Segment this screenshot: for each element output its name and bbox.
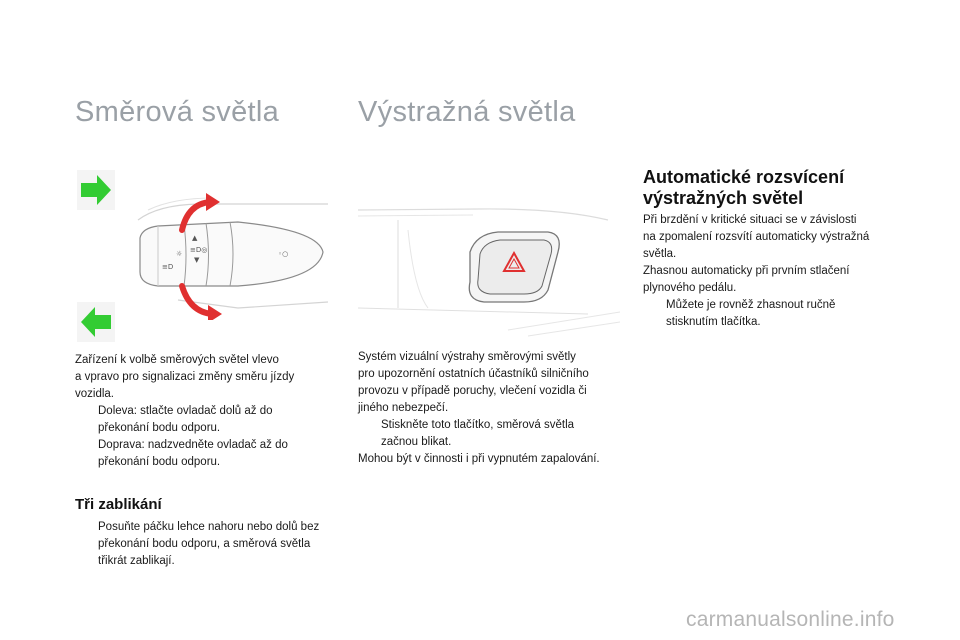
green-left-arrow-icon [77,302,115,342]
intro-line: vozidla. [75,388,114,400]
svg-text:≡D◎: ≡D◎ [190,246,208,254]
hazard-lights-description [358,349,633,468]
bullet-left: Doleva: stlačte ovladač dolů až do překonání bodu odporu. [98,405,273,434]
turn-signal-stalk-illustration [118,190,338,320]
svg-text:▼: ▼ [194,256,200,264]
svg-text:▲: ▲ [192,234,198,242]
bullet-manual-off: Můžete je rovněž zhasnout ručně stisknutím tlačítka. [666,299,836,328]
bullet-three-flash: Posuňte páčku lehce nahoru nebo dolů bez překonání bodu odporu, a směrová světla třikrát zablikají. [98,521,320,567]
svg-text:≡D: ≡D [162,263,174,271]
intro-line: Systém vizuální výstrahy směrovými světly [358,351,576,363]
auto-hazard-heading: Automatické rozsvícení výstražných světel [643,167,845,208]
bullet-press-button: Stiskněte toto tlačítko, směrová světla začnou blikat. [381,419,575,448]
three-flash-description [75,519,350,570]
intro-line: provozu v případě poruchy, vlečení vozidla či [358,385,587,397]
svg-text:☼: ☼ [176,250,183,258]
intro-line: Zařízení k volbě směrových světel vlevo [75,354,279,366]
three-flash-heading: Tři zablikání [75,496,162,513]
turn-signals-description [75,352,345,471]
svg-text:◦○: ◦○ [278,250,289,258]
intro-line: a vpravo pro signalizaci změny směru jízdy [75,371,295,383]
hazard-lights-title: Výstražná světla [358,96,576,128]
intro-line: jiného nebezpečí. [358,402,449,414]
right-arrow-box [77,170,115,210]
left-arrow-box [77,302,115,342]
green-right-arrow-icon [77,170,115,210]
intro-line: pro upozornění ostatních účastníků silničního [358,368,589,380]
bullet-right: Doprava: nadzvedněte ovladač až do překonání bodu odporu. [98,439,288,468]
outro-line: Mohou být v činnosti i při vypnutém zapalování. [358,453,600,465]
turn-signals-title: Směrová světla [75,96,280,128]
auto-hazard-description: Při brzdění v kritické situaci se v závislosti na zpomalení rozsvítí automaticky výstražná světla. Zhasnou automaticky při prvním stlačení plynového pedálu. Můžete je rovněž zhasnout ručně stisknutím tlačítka. [643,212,923,331]
watermark: carmanualsonline.info [686,608,895,631]
hazard-button-illustration [358,190,620,340]
